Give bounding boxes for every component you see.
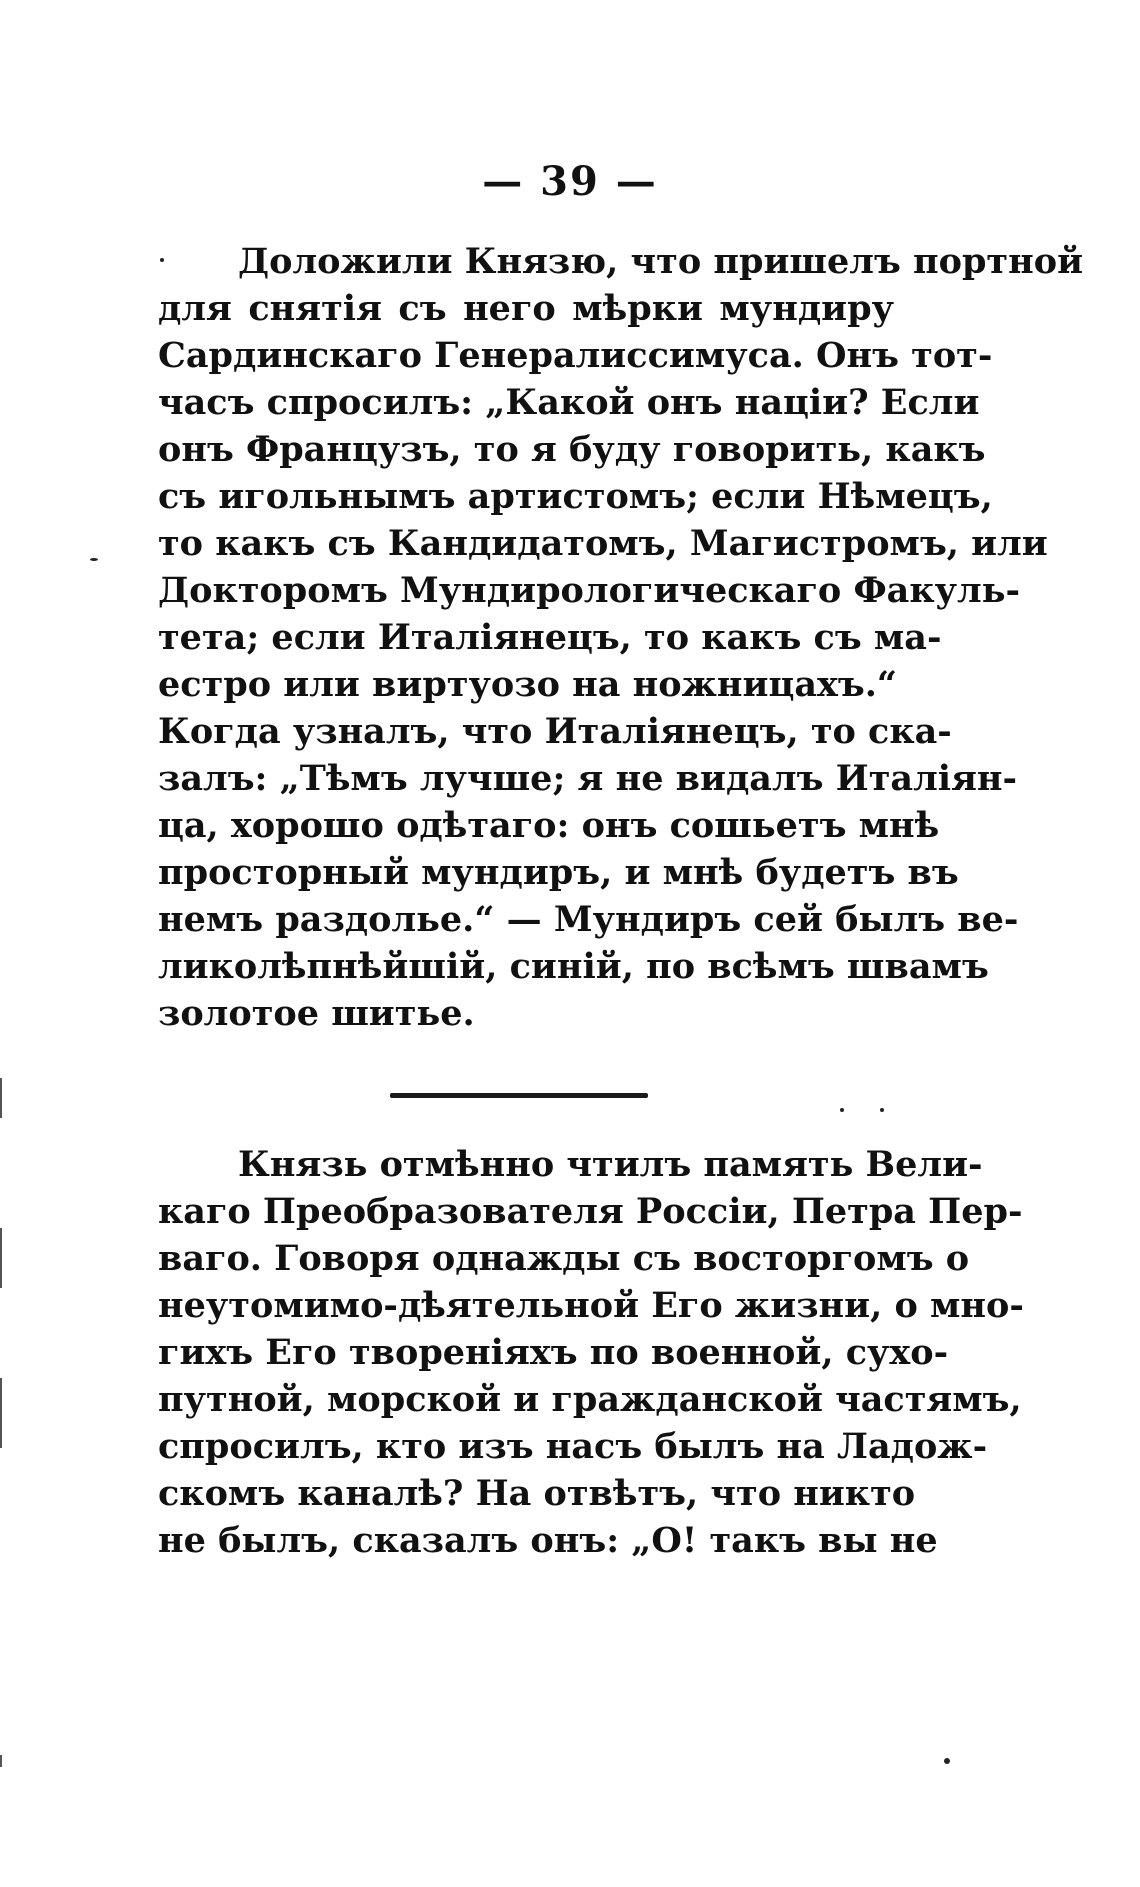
scan-speck (880, 1108, 884, 1112)
scan-speck (90, 558, 98, 561)
text-line: для снятія съ него мѣрки мундиру (158, 288, 894, 329)
text-line: золотое шитье. (158, 993, 475, 1034)
paragraph-peter-the-great (158, 1141, 1024, 1564)
text-line: съ игольнымъ артистомъ; если Нѣмецъ, (158, 476, 993, 517)
text-line: ликолѣпнѣйшій, синій, по всѣмъ швамъ (158, 946, 989, 987)
text-line: тета; если Италіянецъ, то какъ съ ма- (158, 617, 942, 658)
text-line: скомъ каналѣ? На отвѣтъ, что никто (158, 1473, 916, 1514)
text-line: гихъ Его твореніяхъ по военной, сухо- (158, 1332, 949, 1373)
text-line: неутомимо-дѣятельной Его жизни, о мно- (158, 1285, 1024, 1326)
text-line: Докторомъ Мундирологическаго Факуль- (158, 570, 1020, 611)
text-line: ваго. Говоря однажды съ восторгомъ о (158, 1238, 970, 1279)
text-line: ца, хорошо одѣтаго: онъ сошьетъ мнѣ (158, 805, 940, 846)
text-line: часъ спросилъ: „Какой онъ націи? Если (158, 382, 980, 423)
text-line: каго Преобразователя Россіи, Петра Пер- (158, 1191, 1023, 1232)
text-line: Сардинскаго Генералиссимуса. Онъ тот- (158, 335, 993, 376)
text-line: Князь отмѣнно чтилъ память Вели- (238, 1144, 983, 1185)
page-number: — 39 — (482, 158, 658, 205)
scan-speck (944, 1758, 950, 1764)
text-line: не былъ, сказалъ онъ: „О! такъ вы не (158, 1520, 938, 1561)
text-line: немъ раздолье.“ — Мундиръ сей былъ ве- (158, 899, 1019, 940)
text-line: Доложили Князю, что пришелъ портной (238, 241, 1084, 282)
scan-edge-mark (0, 1378, 2, 1448)
text-line: то какъ съ Кандидатомъ, Магистромъ, или (158, 523, 1048, 564)
text-line: путной, морской и гражданской частямъ, (158, 1379, 1022, 1420)
text-line: Когда узналъ, что Италіянецъ, то ска- (158, 711, 952, 752)
scan-edge-mark (0, 1078, 2, 1118)
section-separator-rule (390, 1093, 648, 1098)
text-line: просторный мундиръ, и мнѣ будетъ въ (158, 852, 959, 893)
text-line: онъ Французъ, то я буду говорить, какъ (158, 429, 986, 470)
text-line: залъ: „Тѣмъ лучше; я не видалъ Италіян- (158, 758, 1018, 799)
scan-speck (840, 1108, 844, 1112)
text-line: спросилъ, кто изъ насъ былъ на Ладож- (158, 1426, 988, 1467)
scan-speck (160, 258, 164, 262)
scan-edge-mark (0, 1755, 2, 1767)
scan-edge-mark (0, 1228, 2, 1288)
paragraph-tailor-story (158, 238, 1084, 1037)
text-line: естро или виртуозо на ножницахъ.“ (158, 664, 898, 705)
